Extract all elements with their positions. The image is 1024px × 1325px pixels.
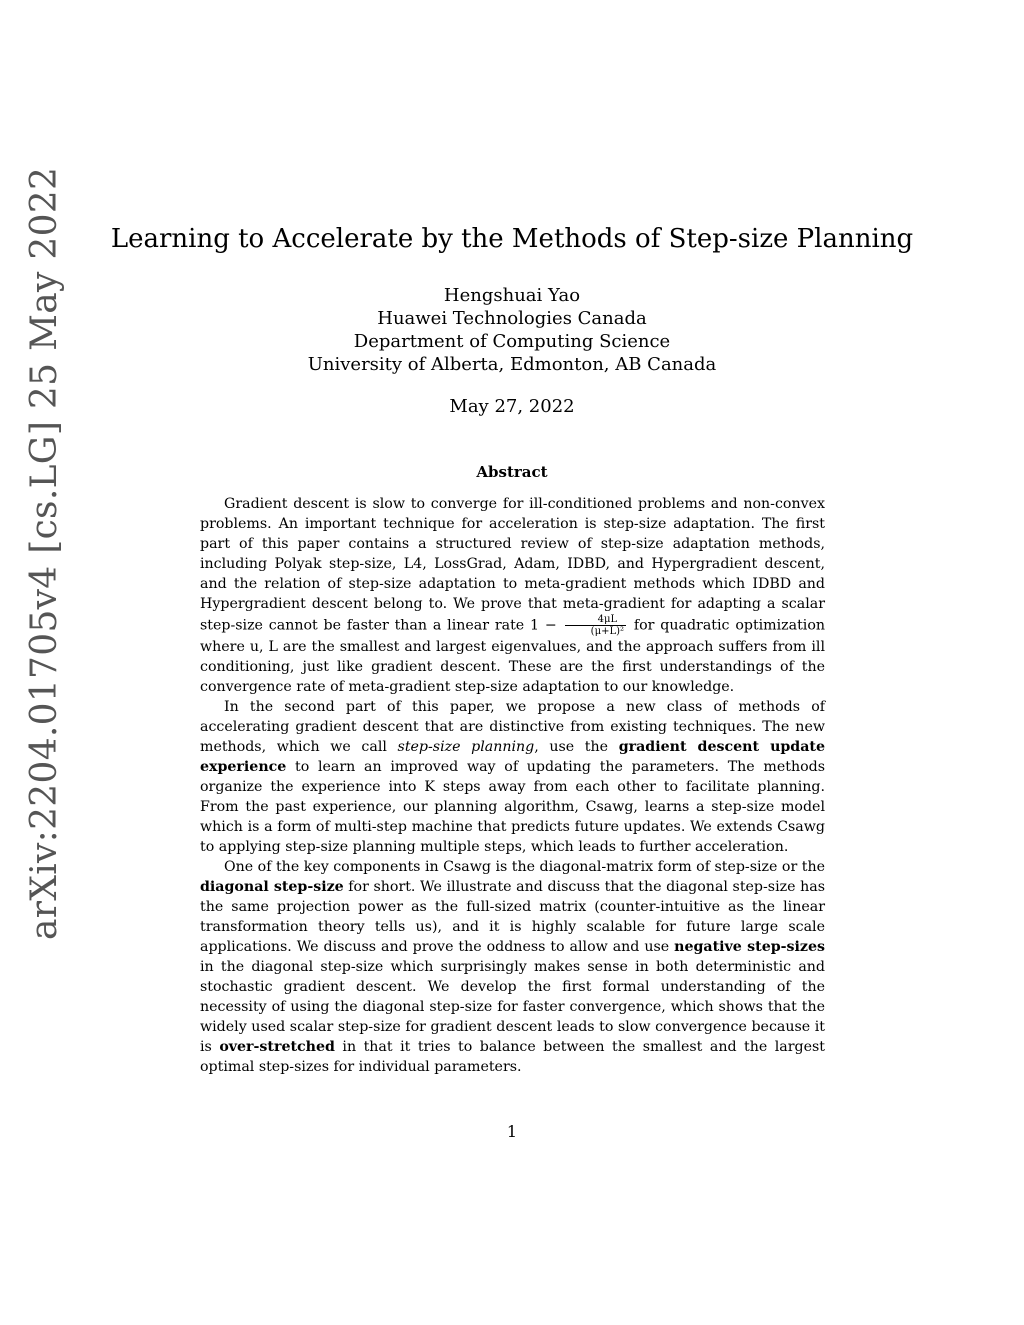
arxiv-identifier: arXiv:2204.01705v4 [cs.LG] 25 May 2022: [24, 166, 65, 940]
author-affiliation: Huawei Technologies Canada: [377, 308, 647, 329]
abstract-heading: Abstract: [476, 463, 548, 481]
bold-term: negative step-sizes: [674, 939, 825, 955]
text-run: , use the: [534, 739, 609, 755]
page-number: 1: [506, 1122, 518, 1141]
text-run: One of the key components in Csawg is the diagonal-matrix form of step-size or the: [224, 859, 825, 875]
author-affiliation: Department of Computing Science: [353, 331, 671, 352]
text-run: for quadratic optimization where u, L are the smallest and largest eigenvalues, and the approach suffers from ill conditioning, just like gradient descent. These are the first understandings of the convergence rate of meta-gradient step-size adaptation to our knowledge.: [200, 617, 826, 695]
bold-term: diagonal step-size: [200, 879, 344, 895]
text-run: in the diagonal step-size which surprisingly makes sense in both deterministic and stochastic gradient descent. We develop the first formal understanding of the necessity of using the diagonal step-size for faster convergence, which shows that the widely used scalar step-size for gradient descent leads to slow convergence because it is: [200, 959, 825, 1055]
abstract-paragraph: [200, 494, 825, 697]
paper-title: Learning to Accelerate by the Methods of Step-size Planning: [110, 224, 914, 254]
text-run: to learn an improved way of updating the parameters. The methods organize the experience into K steps away from each other to facilitate planning. From the past experience, our planning algorithm, Csawg, learns a step-size model which is a form of multi-step machine that predicts future updates. We extends Csawg to applying step-size planning multiple steps, which leads to further acceleration.: [200, 759, 825, 855]
text-run: for short. We illustrate and discuss that the diagonal step-size has the same projection power as the full-sized matrix (counter-intuitive as the linear transformation theory tells us), and it is highly scalable for future large scale applications. We discuss and prove the oddness to allow and use: [200, 879, 825, 955]
abstract-body: [200, 494, 825, 1077]
bold-term: over-stretched: [219, 1039, 335, 1055]
text-run: Gradient descent is slow to converge for ill-conditioned problems and non-convex problems. An important technique for acceleration is step-size adaptation. The first part of this paper contains a structured review of step-size adaptation methods, including Polyak step-size, L4, LossGrad, Adam, IDBD, and Hypergradient descent, and the relation of step-size adaptation to meta-gradient methods which IDBD and Hypergradient descent belong to. We prove that meta-gradient for adapting a scalar step-size cannot be faster than a linear rate 1 −: [200, 496, 825, 634]
author-block: [0, 284, 1024, 376]
author-name: Hengshuai Yao: [443, 285, 581, 306]
fraction-numerator: 4μL: [565, 614, 626, 626]
paper-date: May 27, 2022: [449, 396, 575, 417]
text-run: In the second part of this paper, we propose a new class of methods of accelerating gradient descent that are distinctive from existing techniques. The new methods, which we call: [200, 699, 825, 755]
fraction-denominator: (μ+L)²: [590, 626, 625, 637]
italic-term: step-size planning: [397, 739, 535, 755]
abstract-paragraph: [200, 697, 825, 857]
abstract-paragraph: [200, 857, 825, 1077]
text-run: in that it tries to balance between the smallest and the largest optimal step-sizes for individual parameters.: [200, 1039, 825, 1075]
rate-fraction: [565, 614, 626, 637]
bold-term: gradient descent update experience: [200, 739, 826, 775]
author-affiliation: University of Alberta, Edmonton, AB Canada: [307, 354, 717, 375]
